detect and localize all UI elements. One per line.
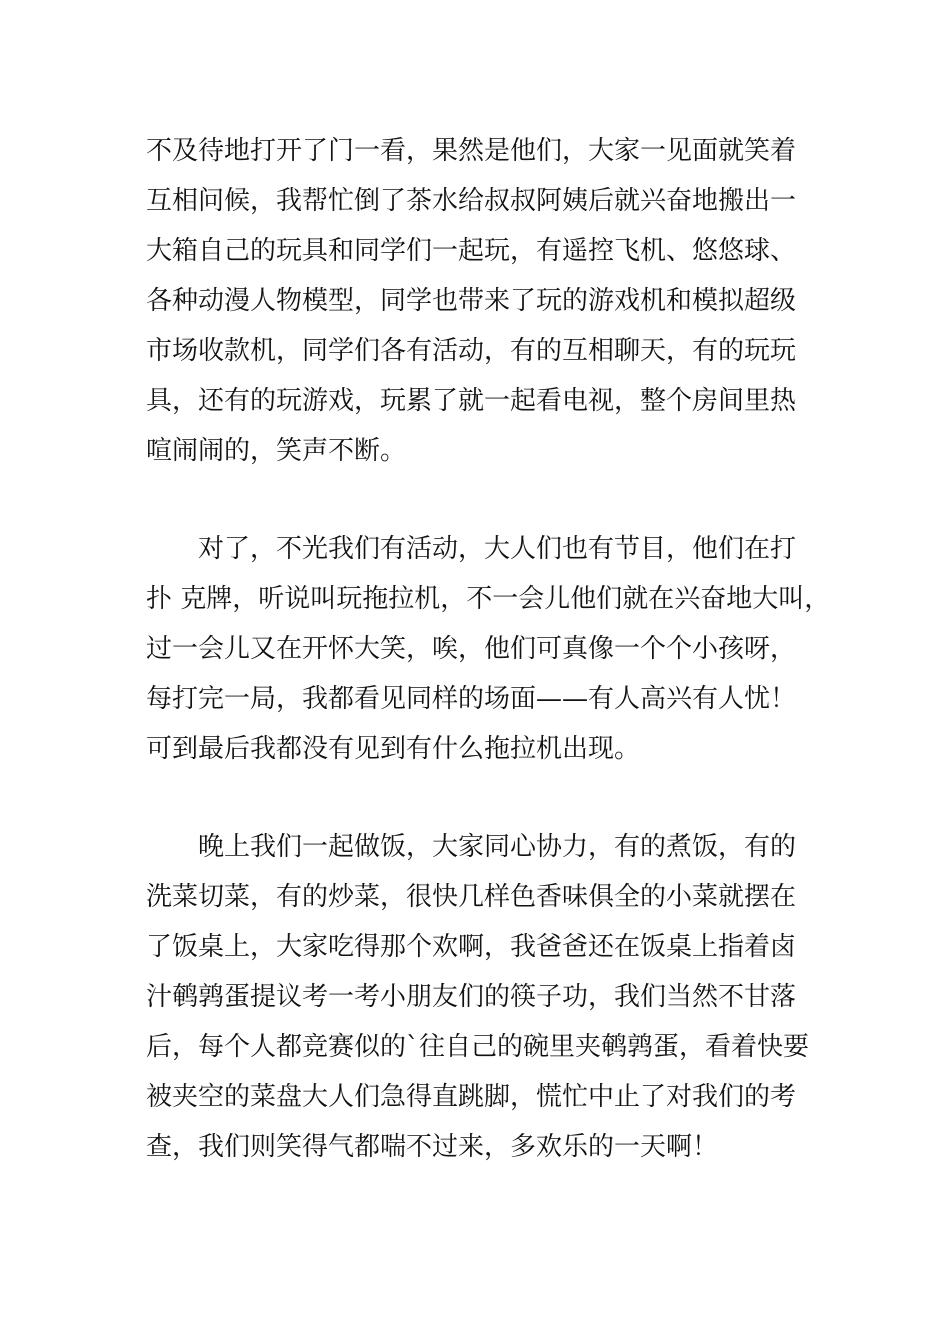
- paragraph-2-line-3: 过一会儿又在开怀大笑，唉，他们可真像一个个小孩呀，: [146, 634, 797, 664]
- paragraph-1-line-2: 互相问候，我帮忙倒了茶水给叔叔阿姨后就兴奋地搬出一: [146, 186, 797, 216]
- paragraph-3-line-1: 晚上我们一起做饭，大家同心协力，有的煮饭，有的: [198, 832, 797, 862]
- paragraph-1-line-6: 具，还有的玩游戏，玩累了就一起看电视，整个房间里热: [146, 386, 797, 416]
- paragraph-1-line-4: 各种动漫人物模型，同学也带来了玩的游戏机和模拟超级: [146, 286, 797, 316]
- paragraph-2-line-1: 对了，不光我们有活动，大人们也有节目，他们在打: [198, 534, 797, 564]
- paragraph-1-line-5: 市场收款机，同学们各有活动，有的互相聊天，有的玩玩: [146, 336, 797, 366]
- paragraph-2-line-2: 扑 克牌，听说叫玩拖拉机，不一会儿他们就在兴奋地大叫，: [146, 584, 831, 614]
- paragraph-3-line-5: 后，每个人都竞赛似的`往自己的碗里夹鹌鹑蛋，看着快要: [146, 1032, 810, 1062]
- paragraph-3-line-6: 被夹空的菜盘大人们急得直跳脚，慌忙中止了对我们的考: [146, 1082, 797, 1112]
- paragraph-1-line-3: 大箱自己的玩具和同学们一起玩，有遥控飞机、悠悠球、: [146, 236, 797, 266]
- paragraph-2-line-5: 可到最后我都没有见到有什么拖拉机出现。: [146, 734, 641, 764]
- paragraph-1-line-7: 喧闹闹的，笑声不断。: [146, 436, 407, 466]
- paragraph-3-line-4: 汁鹌鹑蛋提议考一考小朋友们的筷子功，我们当然不甘落: [146, 982, 797, 1012]
- paragraph-1-line-1: 不及待地打开了门一看，果然是他们，大家一见面就笑着: [146, 136, 797, 166]
- paragraph-3-line-3: 了饭桌上，大家吃得那个欢啊，我爸爸还在饭桌上指着卤: [146, 932, 797, 962]
- paragraph-3-line-7: 查，我们则笑得气都喘不过来，多欢乐的一天啊！: [146, 1132, 719, 1162]
- paragraph-2-line-4: 每打完一局，我都看见同样的场面——有人高兴有人忧！: [146, 684, 797, 714]
- paragraph-3-line-2: 洗菜切菜，有的炒菜，很快几样色香味俱全的小菜就摆在: [146, 882, 797, 912]
